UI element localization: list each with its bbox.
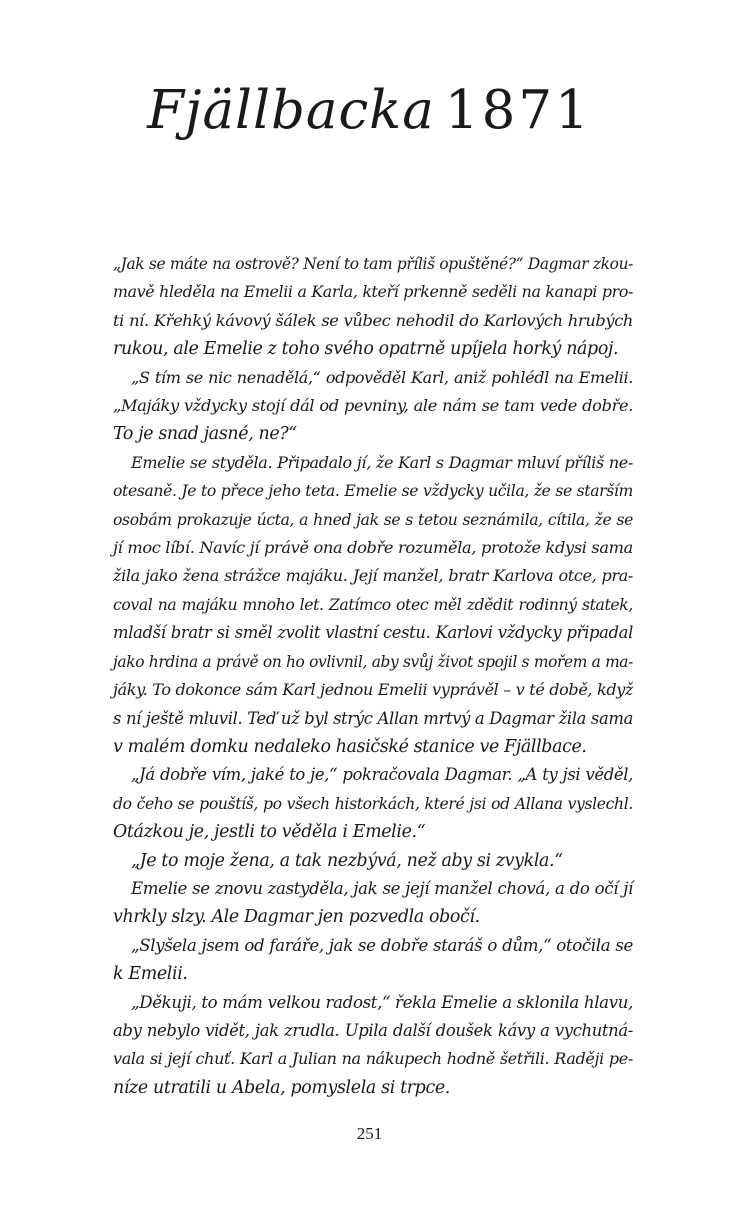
text-line: vhrkly slzy. Ale Dagmar jen pozvedla obočí. [113,907,480,928]
text-line: žila jako žena strážce majáku. Její manžel, bratr Karlova otce, pra- [113,566,633,586]
text-line: osobám prokazuje úcta, a hned jak se s tetou seznámila, cítila, že se [113,510,633,529]
text-line: k Emelii. [113,964,188,985]
text-line: rukou, ale Emelie z toho svého opatrně upíjela horký nápoj. [113,339,619,360]
text-line: níze utratili u Abela, pomyslela si trpce. [113,1077,450,1098]
text-line: vala si její chuť. Karl a Julian na nákupech hodně šetřili. Raději pe- [113,1049,633,1069]
text-line: Otázkou je, jestli to věděla i Emelie.“ [113,822,426,843]
text-line: Emelie se znovu zastyděla, jak se její manžel chová, a do očí jí [131,878,633,898]
text-line: coval na majáku mnoho let. Zatímco otec měl zdědit rodinný statek, [113,595,633,614]
text-line: otesaně. Je to přece jeho teta. Emelie se vždycky učila, že se starším [113,482,633,501]
text-line: mladší bratr si směl zvolit vlastní cestu. Karlovi vždycky připadal [113,623,633,643]
text-line: „Majáky vždycky stojí dál od pevniny, ale nám se tam vede dobře. [113,396,633,416]
text-line: jáky. To dokonce sám Karl jednou Emelii vyprávěl – v té době, když [113,680,633,700]
chapter-title-year: 1871 [444,80,592,141]
text-line: „Děkuji, to mám velkou radost,“ řekla Emelie a sklonila hlavu, [131,992,633,1012]
chapter-title [0,82,739,140]
text-line: jako hrdina a právě on ho ovlivnil, aby svůj život spojil s mořem a ma- [113,652,633,671]
text-line: aby nebylo vidět, jak zrudla. Upila další doušek kávy a vychutná- [113,1020,633,1040]
text-line: ti ní. Křehký kávový šálek se vůbec nehodil do Karlových hrubých [113,310,633,330]
text-line: „Já dobře vím, jaké to je,“ pokračovala Dagmar. „A ty jsi věděl, [131,765,633,785]
text-line: „S tím se nic nenadělá,“ odpověděl Karl, aniž pohlédl na Emelii. [131,367,633,387]
text-line: „Je to moje žena, a tak nezbývá, než aby si zvykla.“ [131,850,563,871]
text-line: do čeho se pouštíš, po všech historkách, které jsi od Allana vyslechl. [113,794,633,813]
text-line: s ní ještě mluvil. Teď už byl strýc Allan mrtvý a Dagmar žila sama [113,708,633,728]
chapter-body [113,250,633,1102]
text-line: „Slyšela jsem od faráře, jak se dobře staráš o dům,“ otočila se [131,935,633,955]
text-line: v malém domku nedaleko hasičské stanice ve Fjällbace. [113,736,587,757]
chapter-title-place: Fjällbacka [147,80,435,141]
page-number: 251 [356,1124,383,1143]
text-line: To je snad jasné, ne?“ [113,424,297,445]
text-line: jí moc líbí. Navíc jí právě ona dobře rozuměla, protože kdysi sama [113,538,633,558]
text-line: Emelie se styděla. Připadalo jí, že Karl s Dagmar mluví příliš ne- [131,452,633,472]
text-line: mavě hleděla na Emelii a Karla, kteří prkenně seděli na kanapi pro- [113,282,633,302]
text-line: „Jak se máte na ostrově? Není to tam příliš opuštěné?“ Dagmar zkou- [113,255,633,273]
